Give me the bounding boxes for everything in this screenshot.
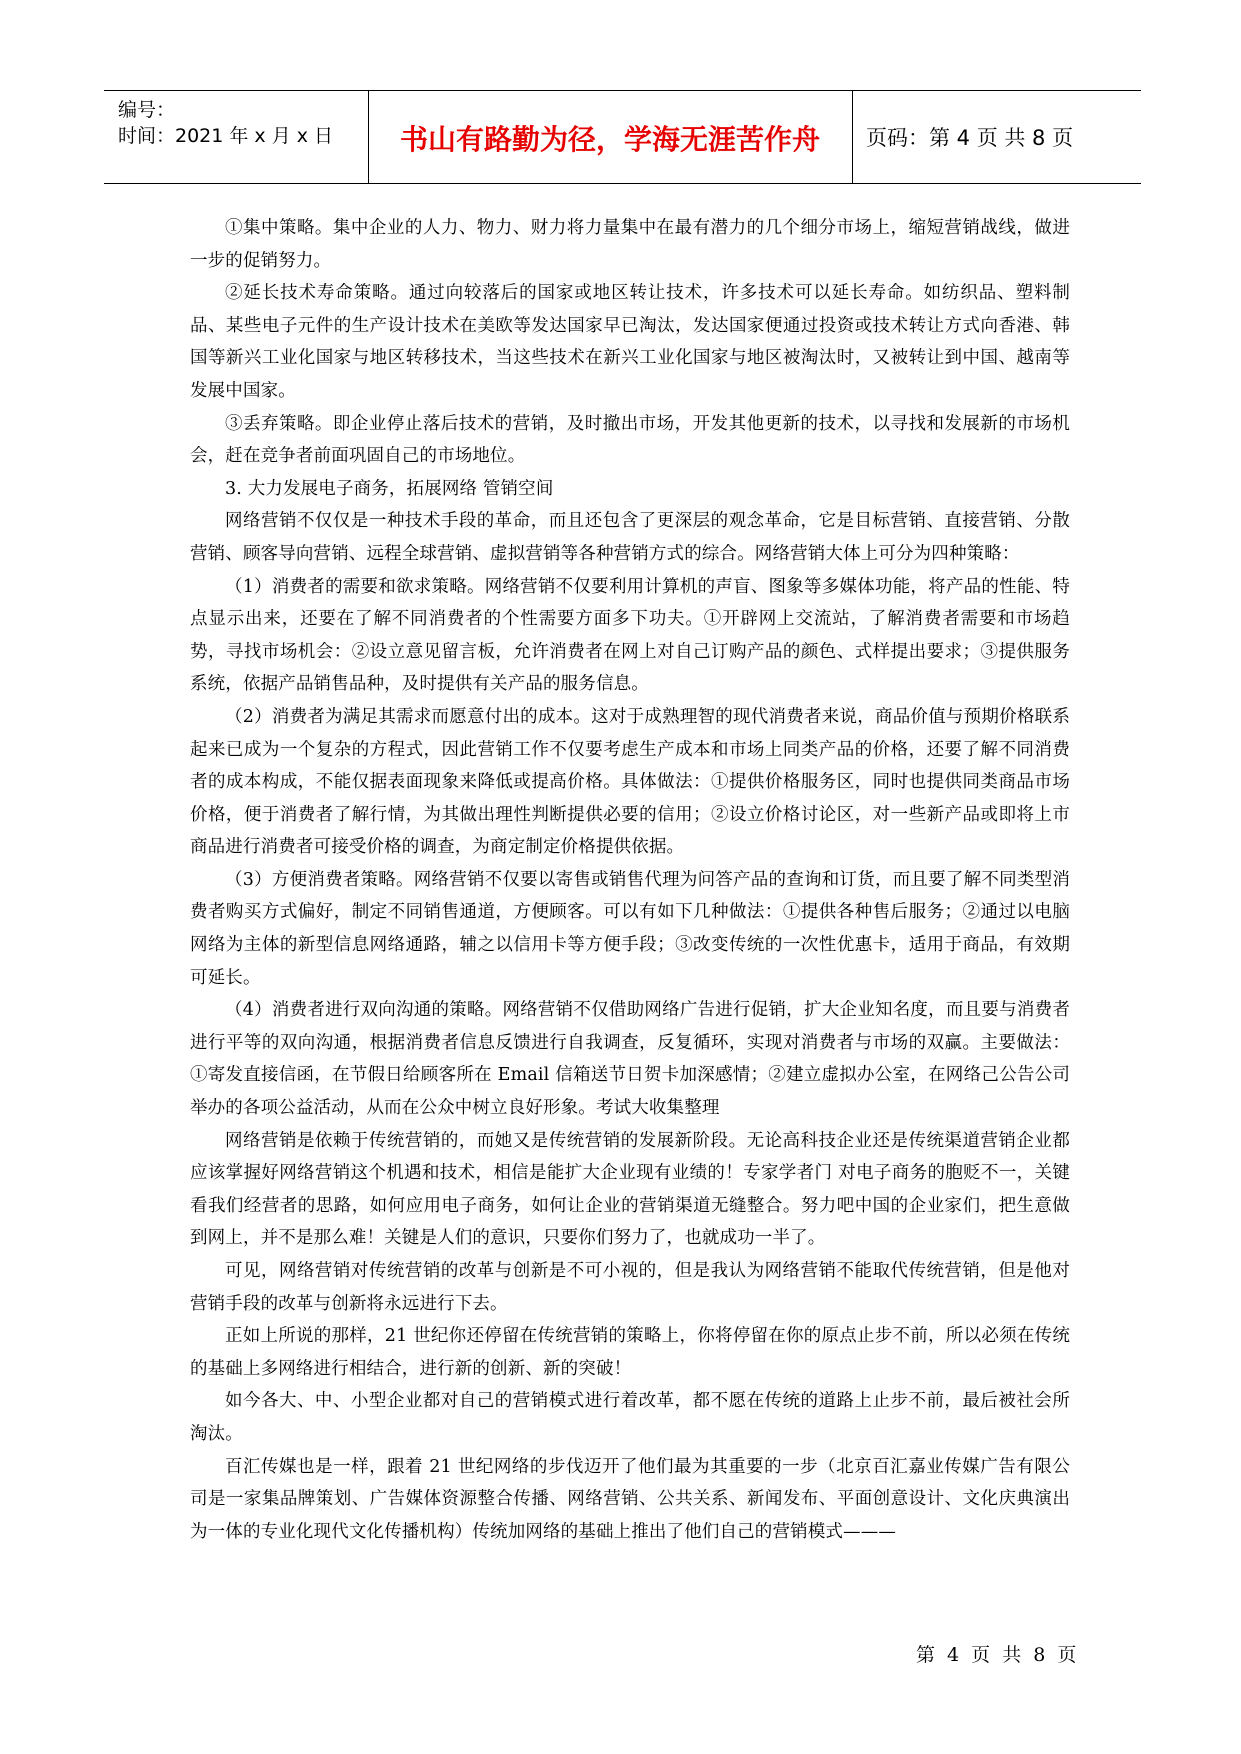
paragraph-abandon-strategy: ③丢弃策略。即企业停止落后技术的营销，及时撤出市场，开发其他更新的技术，以寻找和发展新的市场机会，赶在竞争者前面巩固自己的市场地位。: [190, 413, 1070, 467]
header-page-number: 页码：第 4 页 共 8 页: [866, 126, 1074, 150]
paragraph-strategy-1: （1）消费者的需要和欲求策略。网络营销不仅要利用计算机的声盲、图象等多媒体功能，将产品的性能、特点显示出来，还要在了解不同消费者的个性需要方面多下功夫。①开辟网上交流站，了解消费者需要和市场趋势，寻找市场机会：②设立意见留言板，允许消费者在网上对自己订购产品的颜色、式样提出要求；③提供服务系统，依据产品销售品种，及时提供有关产品的服务信息。: [190, 576, 1070, 695]
paragraph-strategy-3: （3）方便消费者策略。网络营销不仅要以寄售或销售代理为问答产品的查询和订货，而且要了解不同类型消费者购买方式偏好，制定不同销售通道，方便顾客。可以有如下几种做法：①提供各种售后服务；②通过以电脑网络为主体的新型信息网络通路，辅之以信用卡等方便手段；③改变传统的一次性优惠卡，适用于商品，有效期可延长。: [190, 869, 1070, 988]
document-time-label: 时间：2021 年 x 月 x 日: [118, 125, 334, 147]
header-motto: 书山有路勤为径，学海无涯苦作舟: [399, 123, 820, 156]
paragraph-21st-century: 正如上所说的那样，21 世纪你还停留在传统营销的策略上，你将停留在你的原点止步不前，所以必须在传统的基础上多网络进行相结合，进行新的创新、新的突破！: [190, 1326, 1070, 1379]
header-left-cell: [104, 91, 369, 183]
paragraph-strategy-4: （4）消费者进行双向沟通的策略。网络营销不仅借助网络广告进行促销，扩大企业知名度，而且要与消费者进行平等的双向沟通，根据消费者信息反馈进行自我调查，反复循环，实现对消费者与市场的双赢。主要做法：①寄发直接信函，在节假日给顾客所在 Email 信箱送节日贺卡加深感情；②建立虚拟办公室，在网络己公告公司举办的各项公益活动，从而在公众中树立良好形象。考试大收集整理: [190, 1000, 1070, 1119]
paragraph-enterprise-reform: 如今各大、中、小型企业都对自己的营销模式进行着改革，都不愿在传统的道路上止步不前，最后被社会所淘汰。: [190, 1391, 1070, 1444]
document-body: [190, 212, 1070, 1548]
header-middle-cell: [368, 91, 853, 183]
document-number-label: 编号：: [118, 99, 176, 121]
page-header: [104, 90, 1141, 184]
section-heading-ecommerce: 3. 大力发展电子商务，拓展网络 管销空间: [225, 478, 554, 499]
paragraph-baihui-media: 百汇传媒也是一样，跟着 21 世纪网络的步伐迈开了他们最为其重要的一步（北京百汇嘉业传媒广告有限公司是一家集品牌策划、广告媒体资源整合传播、网络营销、公共关系、新闻发布、平面创意设计、文化庆典演出为一体的专业化现代文化传播机构）传统加网络的基础上推出了他们自己的营销模式———: [190, 1456, 1070, 1542]
paragraph-extend-tech-life: ②延长技术寿命策略。通过向较落后的国家或地区转让技术，许多技术可以延长寿命。如纺织品、塑料制品、某些电子元件的生产设计技术在美欧等发达国家早已淘汰，发达国家便通过投资或技术转让方式向香港、韩国等新兴工业化国家与地区转移技术，当这些技术在新兴工业化国家与地区被淘汰时，又被转让到中国、越南等发展中国家。: [190, 283, 1070, 401]
header-right-cell: [852, 91, 1141, 183]
paragraph-concentration-strategy: ①集中策略。集中企业的人力、物力、财力将力量集中在最有潜力的几个细分市场上，缩短营销战线，做进一步的促销努力。: [190, 218, 1070, 271]
paragraph-strategy-2: （2）消费者为满足其需求而愿意付出的成本。这对于成熟理智的现代消费者来说，商品价值与预期价格联系起来已成为一个复杂的方程式，因此营销工作不仅要考虑生产成本和市场上同类产品的价格，还要了解不同消费者的成本构成，不能仅据表面现象来降低或提高价格。具体做法：①提供价格服务区，同时也提供同类商品市场价格，便于消费者了解行情，为其做出理性判断提供必要的信用；②设立价格讨论区，对一些新产品或即将上市商品进行消费者可接受价格的调查，为商定制定价格提供依据。: [190, 706, 1070, 858]
page-footer: 第 4 页 共 8 页: [916, 1644, 1080, 1666]
paragraph-network-marketing-intro: 网络营销不仅仅是一种技术手段的革命，而且还包含了更深层的观念革命，它是目标营销、直接营销、分散营销、顾客导向营销、远程全球营销、虚拟营销等各种营销方式的综合。网络营销大体上可分为四种策略：: [190, 511, 1070, 564]
paragraph-traditional-dependence: 网络营销是依赖于传统营销的，而她又是传统营销的发展新阶段。无论高科技企业还是传统渠道营销企业都应该掌握好网络营销这个机遇和技术，相信是能扩大企业现有业绩的！专家学者门 对电子商务的胞贬不一，关键看我们经营者的思路，如何应用电子商务，如何让企业的营销渠道无缝整合。努力吧中国的企业家们，把生意做到网上，并不是那么难！关键是人们的意识，只要你们努力了，也就成功一半了。: [190, 1130, 1070, 1249]
paragraph-reform-innovation: 可见，网络营销对传统营销的改革与创新是不可小视的，但是我认为网络营销不能取代传统营销，但是他对营销手段的改革与创新将永远进行下去。: [190, 1261, 1070, 1314]
